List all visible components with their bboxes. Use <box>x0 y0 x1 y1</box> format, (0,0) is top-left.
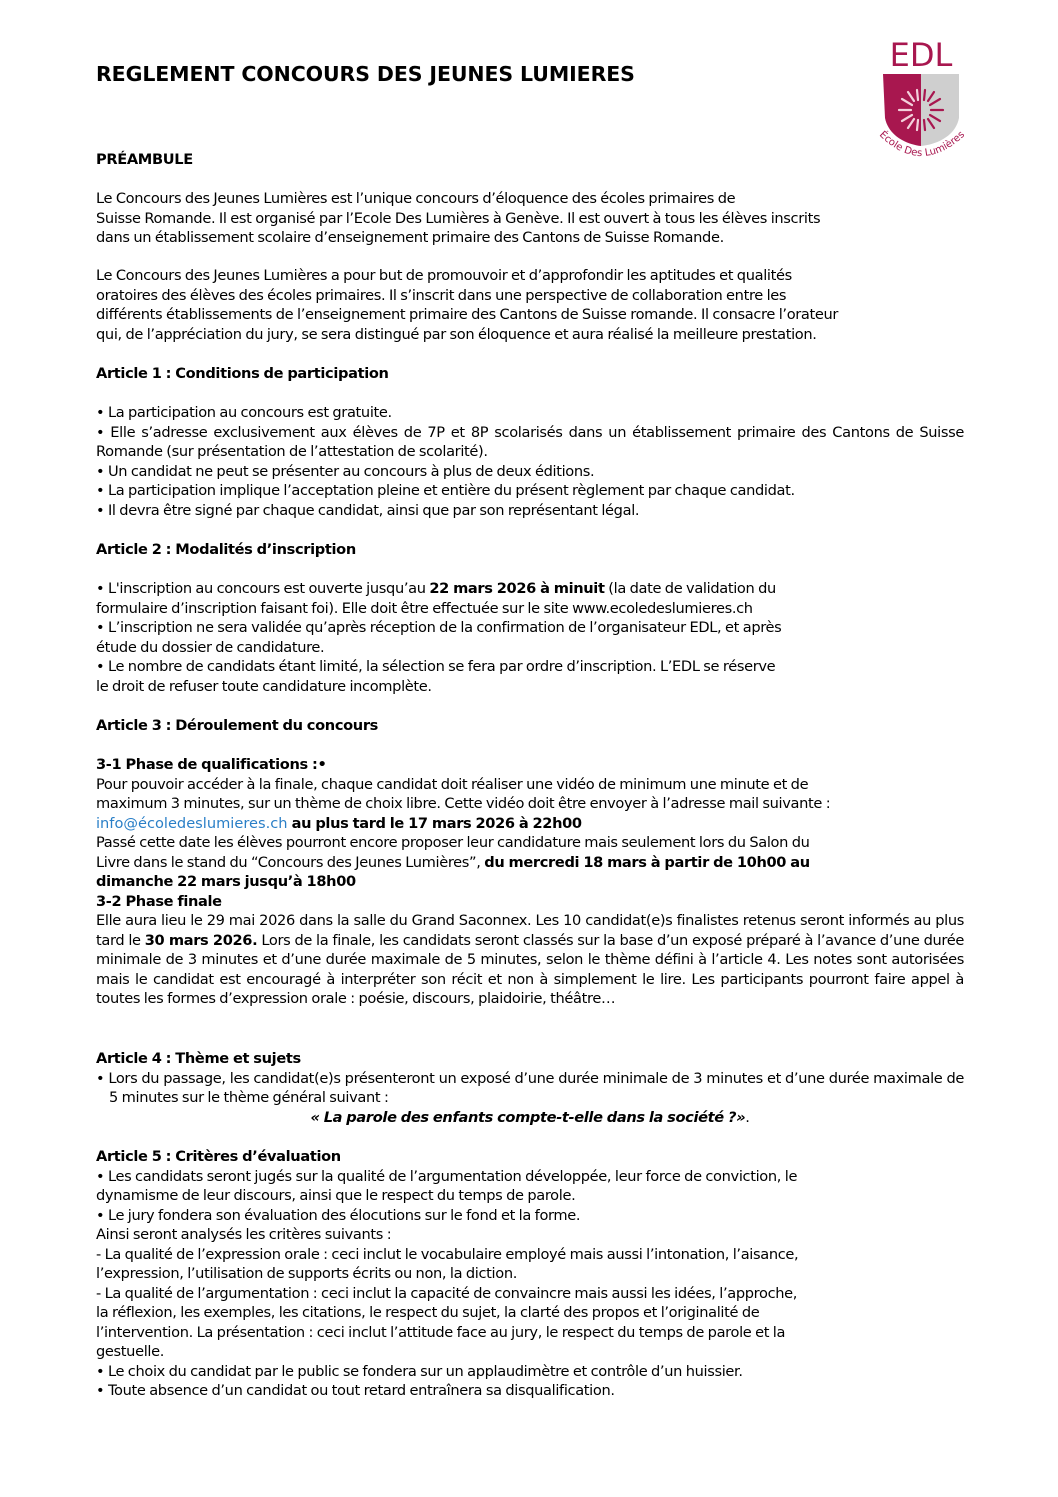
text-line: l’expression, l’utilisation de supports écrits ou non, la diction. <box>96 1265 518 1282</box>
list-item: • L’inscription ne sera validée qu’après réception de la confirmation de l’organisateur EDL, et après <box>96 619 782 636</box>
article-2-heading: Article 2 : Modalités d’inscription <box>96 541 356 558</box>
text-line <box>96 814 964 834</box>
phase-2-text <box>96 911 964 1009</box>
text-line: Le Concours des Jeunes Lumières est l’unique concours d’éloquence des écoles primaires de <box>96 190 736 207</box>
text-line: - La qualité de l’expression orale : ceci inclut le vocabulaire employé mais aussi l’intonation, l’aisance, <box>96 1245 799 1263</box>
text-line: - La qualité de l’argumentation : ceci inclut la capacité de convaincre mais aussi les idées, l’approche, <box>96 1284 798 1302</box>
text-line: gestuelle. <box>96 1343 165 1360</box>
text-line: Suisse Romande. Il est organisé par l’Ecole Des Lumières à Genève. Il est ouvert à tous les élèves inscrits <box>96 209 821 227</box>
qualification-deadline: au plus tard le 17 mars 2026 à 22h00 <box>287 814 582 832</box>
finalists-date: 30 mars 2026. <box>144 931 258 949</box>
text-line: • Toute absence d’un candidat ou tout retard entraînera sa disqualification. <box>96 1382 615 1399</box>
list-item <box>96 579 964 599</box>
preambule-paragraph-2 <box>96 266 964 344</box>
list-item: • Un candidat ne peut se présenter au concours à plus de deux éditions. <box>96 462 595 480</box>
article-2-section <box>96 540 964 560</box>
text-line: Passé cette date les élèves pourront encore proposer leur candidature mais seulement lors du Salon du <box>96 834 810 851</box>
text-line: Ainsi seront analysés les critères suivants : <box>96 1226 392 1243</box>
text-line: différents établissements de l’enseignement primaire des Cantons de Suisse romande. Il consacre l’orateur <box>96 306 839 323</box>
preambule-heading: PRÉAMBULE <box>96 151 193 168</box>
article-2-list <box>96 579 964 696</box>
text-line: • Les candidats seront jugés sur la qualité de l’argumentation développée, leur force de conviction, le <box>96 1167 798 1185</box>
document-title: REGLEMENT CONCOURS DES JEUNES LUMIERES <box>96 62 635 86</box>
edl-logo <box>866 36 976 166</box>
text-span: Elle aura lieu le 29 mai 2026 dans la salle du Grand Saconnex. Les 10 candidat(e)s finalistes retenus seront informés au plus tard le <box>96 912 964 949</box>
text-line <box>96 853 964 873</box>
preambule-section <box>96 150 964 170</box>
article-5-section <box>96 1147 964 1401</box>
text-line: oratoires des élèves des écoles primaires. Il s’inscrit dans une perspective de collaboration entre les <box>96 286 787 304</box>
salon-dates-end: dimanche 22 mars jusqu’à 18h00 <box>96 873 356 890</box>
list-item: • La participation implique l’acceptation pleine et entière du présent règlement par chaque candidat. <box>96 482 795 499</box>
text-line: Pour pouvoir accéder à la finale, chaque candidat doit réaliser une vidéo de minimum une minute et de <box>96 775 809 793</box>
email-link[interactable]: info@écoledeslumieres.ch <box>96 814 288 832</box>
article-1-list <box>96 403 964 520</box>
text-line: le droit de refuser toute candidature incomplète. <box>96 677 432 695</box>
text-line: • Le jury fondera son évaluation des élocutions sur le fond et la forme. <box>96 1206 581 1224</box>
text-line: qui, de l’appréciation du jury, se sera distingué par son éloquence et aura réalisé la meilleure prestation. <box>96 325 817 343</box>
article-3-heading: Article 3 : Déroulement du concours <box>96 717 379 734</box>
theme-text: « La parole des enfants compte-t-elle dans la société ?» <box>310 1108 746 1126</box>
article-4-section <box>96 1049 964 1127</box>
text-span: • L'inscription au concours est ouverte jusqu’au <box>96 580 430 597</box>
shield-logo-icon <box>866 36 976 166</box>
text-span: Livre dans le stand du “Concours des Jeunes Lumières”, <box>96 853 485 871</box>
text-span: Lors de la finale, les candidats seront classés sur la base d’un exposé préparé à l’avance d’une durée minimale de 3 minutes et d’une durée maximale de 5 minutes, selon le thème défini à l’article 4. Les notes sont autorisées mais le candidat est encouragé à interpréter son récit et non à simplement le lire. Les participants pourront faire appel à toutes les formes d’expression orale : poésie, discours, plaidoirie, théâtre… <box>96 931 964 1007</box>
text-line: étude du dossier de candidature. <box>96 638 325 656</box>
list-item: • La participation au concours est gratuite. <box>96 404 392 421</box>
salon-dates: du mercredi 18 mars à partir de 10h00 au <box>484 853 810 871</box>
text-span: . <box>745 1108 750 1126</box>
article-5-heading: Article 5 : Critères d’évaluation <box>96 1148 341 1165</box>
article-4-heading: Article 4 : Thème et sujets <box>96 1050 301 1067</box>
article-1-section <box>96 364 964 384</box>
article-1-heading: Article 1 : Conditions de participation <box>96 365 389 382</box>
list-item: • Il devra être signé par chaque candidat, ainsi que par son représentant légal. <box>96 501 640 519</box>
list-item: • Lors du passage, les candidat(e)s présenteront un exposé d’une durée minimale de 3 minutes et d’une durée maximale de 5 minutes sur le thème général suivant : <box>96 1069 964 1106</box>
logo-letters: EDL <box>889 36 953 74</box>
list-item: • Le nombre de candidats étant limité, la sélection se fera par ordre d’inscription. L’EDL se réserve <box>96 658 776 675</box>
list-item: • Elle s’adresse exclusivement aux élèves de 7P et 8P scolarisés dans un établissement primaire des Cantons de Suisse Romande (sur présentation de l’attestation de scolarité). <box>96 423 964 460</box>
text-line: maximum 3 minutes, sur un thème de choix libre. Cette vidéo doit être envoyer à l’adresse mail suivante : <box>96 795 831 812</box>
logo-caption: École Des Lumières <box>876 129 968 160</box>
text-line: dans un établissement scolaire d’enseignement primaire des Cantons de Suisse Romande. <box>96 229 724 246</box>
phase-2-heading: 3-2 Phase finale <box>96 892 222 910</box>
inscription-deadline: 22 mars 2026 à minuit <box>429 580 605 597</box>
text-line: Le Concours des Jeunes Lumières a pour but de promouvoir et d’approfondir les aptitudes et qualités <box>96 267 792 284</box>
text-line: la réflexion, les exemples, les citations, le respect du sujet, la clarté des propos et l’originalité de <box>96 1304 760 1321</box>
text-line: • Le choix du candidat par le public se fondera sur un applaudimètre et contrôle d’un huissier. <box>96 1362 743 1380</box>
theme-quote <box>96 1108 964 1128</box>
preambule-paragraph-1 <box>96 189 964 248</box>
text-span: (la date de validation du <box>604 580 776 597</box>
article-3-section <box>96 716 964 736</box>
text-line: formulaire d’inscription faisant foi). Elle doit être effectuée sur le site www.ecoledeslumieres.ch <box>96 599 753 617</box>
text-line: dynamisme de leur discours, ainsi que le respect du temps de parole. <box>96 1187 576 1204</box>
phase-qualifications <box>96 755 964 1009</box>
phase-1-heading: 3-1 Phase de qualifications :• <box>96 756 327 773</box>
text-line: l’intervention. La présentation : ceci inclut l’attitude face au jury, le respect du temps de parole et la <box>96 1323 786 1341</box>
